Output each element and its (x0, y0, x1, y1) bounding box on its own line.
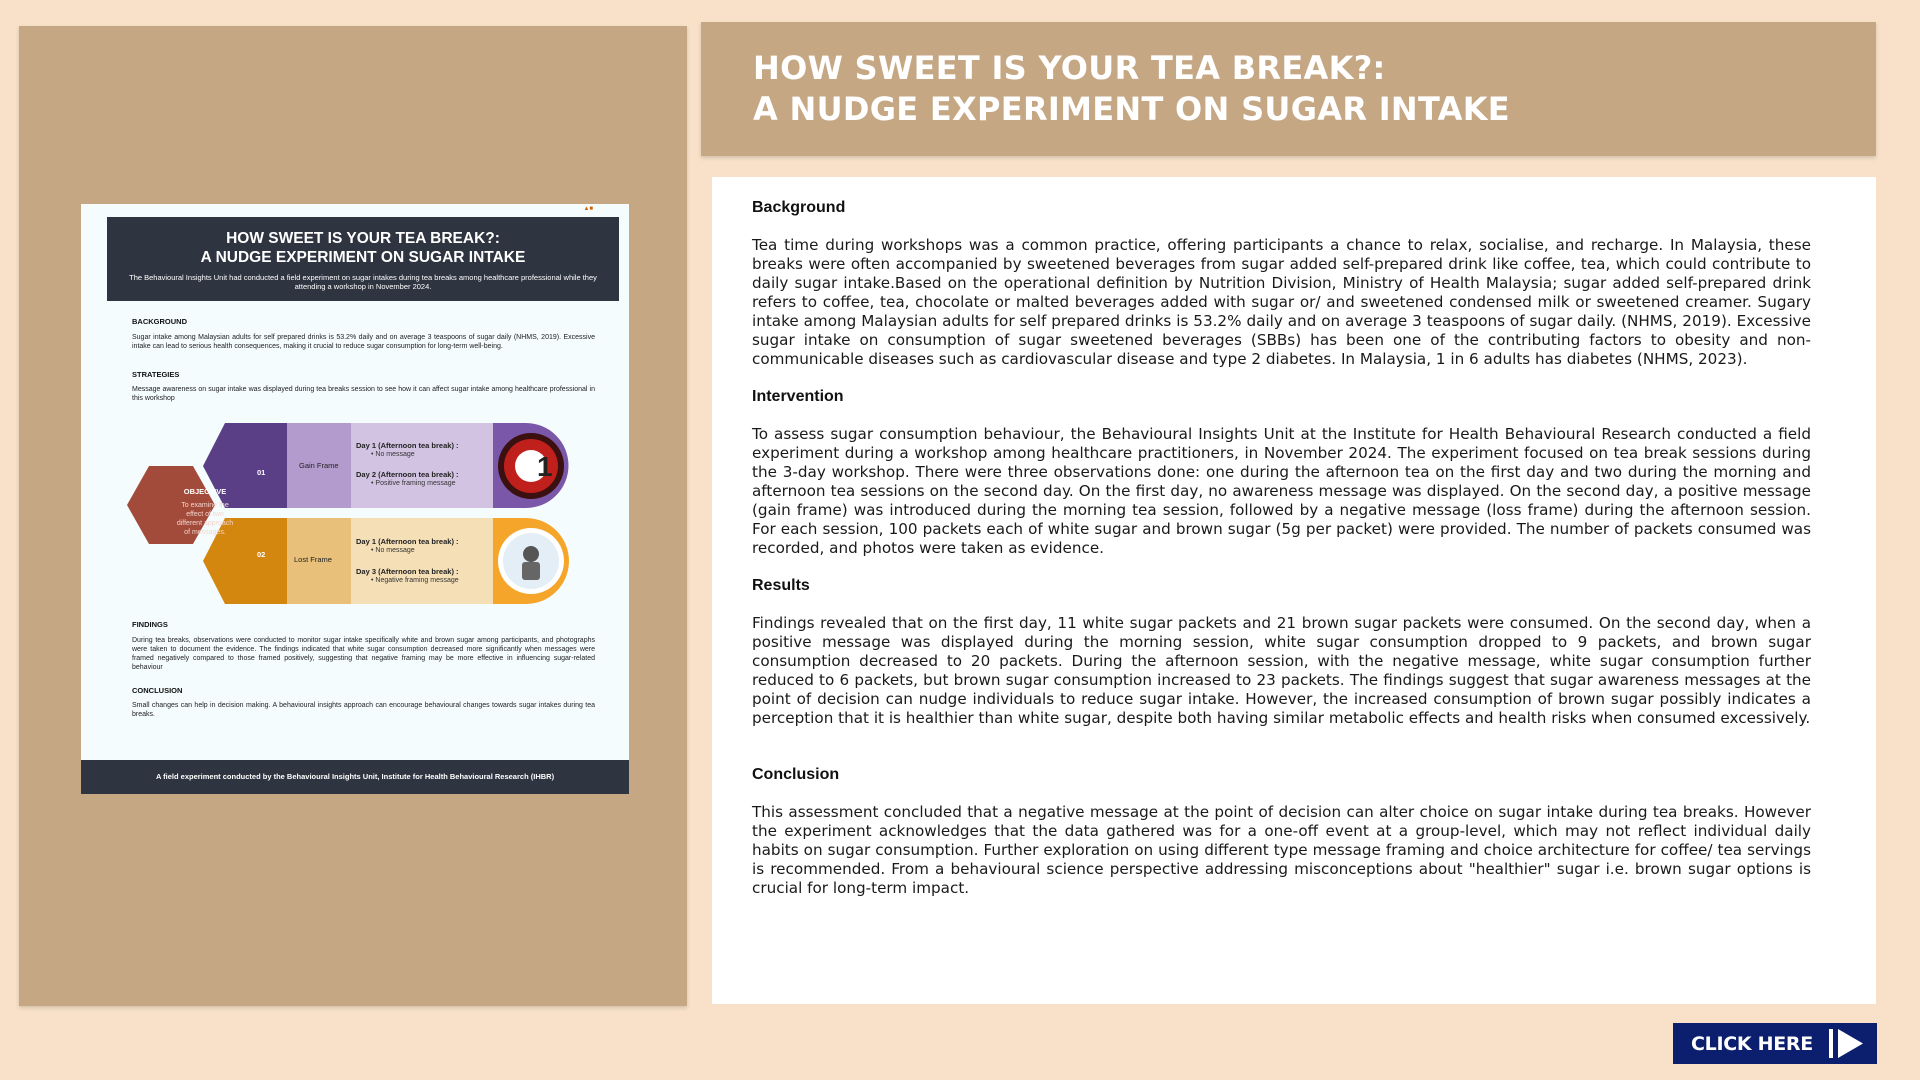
page-title-line1: HOW SWEET IS YOUR TEA BREAK?: (753, 49, 1386, 87)
background-text: Tea time during workshops was a common practice, offering participants a chance to relax, socialise, and recharge. In Malaysia, these breaks were often accompanied by sweetened beverages from sugar added self-prepared drink like coffee, tea, which could contribute to daily sugar intake.Based on the operational definition by Nutrition Division, Ministry of Health Malaysia; sugar added self-prepared drink refers to coffee, tea, chocolate or malted beverages added with sugar or/ and sweetened condensed milk or sweetened creamer. Sugary intake among Malaysian adults for self prepared drinks is 53.2% daily and on average 3 teaspoons of sugar daily. (NHMS, 2019). Excessive sugar intake on consumption of sugar sweetened beverages (SBBs) has been one of the contributing factors to obesity and non-communicable diseases such as cardiovascular disease and type 2 diabetes. In Malaysia, 1 in 6 adults has diabetes (NHMS, 2023). (752, 236, 1811, 368)
poster-conclusion-text: Small changes can help in decision making. A behavioural insights approach can encourage behavioural changes towards sugar intakes during tea breaks. (132, 702, 595, 718)
gain-frame-label: Gain Frame (299, 461, 339, 470)
svg-text:1: 1 (537, 451, 553, 482)
play-arrow-icon (1829, 1029, 1863, 1058)
objective-text: To examine the effect of two different approach of messages. (176, 502, 234, 536)
objective-heading: OBJECTIVE (183, 487, 227, 496)
intervention-text: To assess sugar consumption behaviour, the Behavioural Insights Unit at the Institute for Health Behavioural Research conducted a field experiment during a workshop among healthcare practitioners, in November 2024. The experiment focused on tea break sessions during the 3-day workshop. There were three observations done: one during the afternoon tea on the first day and two during the morning and afternoon tea sessions on the second day. On the first day, no awareness message was displayed. On the second day, a positive message (gain frame) was introduced during the morning tea session, followed by a negative message (loss frame) during the afternoon session. For each session, 100 packets each of white sugar and brown sugar (5g per packet) were provided. The number of packets consumed was recorded, and photos were taken as evidence. (752, 425, 1811, 557)
logos-icon: ▲■ (583, 206, 593, 212)
loss-frame-label: Lost Frame (294, 555, 332, 564)
content-panel (712, 177, 1876, 1004)
intervention-heading: Intervention (752, 388, 844, 405)
poster-background-text: Sugar intake among Malaysian adults for self prepared drinks is 53.2% daily and on average 3 teaspoons of sugar daily (NHMS, 2019). Excessive intake can lead to serious health consequences, making it crucial to reduce sugar consumption for long-term well-being. (132, 334, 595, 350)
gain-day2: Day 2 (Afternoon tea break) : (356, 470, 459, 479)
loss-day2-bullet: • Negative framing message (371, 577, 459, 584)
poster-strategies-heading: STRATEGIES (132, 370, 180, 379)
poster-findings-text: During tea breaks, observations were conducted to monitor sugar intake specifically white and brown sugar among participants, and photographs were taken to document the evidence. The findings indicated that white sugar consumption decreased more significantly when messages were framed negatively compared to those framed positively, suggesting that negative framing may be more effective in influencing sugar-related behaviour (132, 637, 595, 671)
click-here-label: CLICK HERE (1691, 1032, 1813, 1055)
loss-day1: Day 1 (Afternoon tea break) : (356, 537, 459, 546)
results-text: Findings revealed that on the first day, 11 white sugar packets and 21 brown sugar packets were consumed. On the second day, when a positive message was displayed during the morning session, white sugar consumption dropped to 9 packets, and brown sugar consumption decreased to 20 packets. During the afternoon session, with the negative message, white sugar consumption further reduced to 6 packets, but brown sugar consumption increased to 23 packets. The findings suggest that sugar awareness messages at the point of decision can nudge individuals to reduce sugar intake. However, the increased consumption of brown sugar possibly indicates a perception that it is healthier than white sugar, despite both having similar metabolic effects and health risks when consumed excessively. (752, 614, 1811, 727)
title-banner (701, 22, 1876, 156)
results-heading: Results (752, 577, 810, 594)
click-here-button[interactable] (1673, 1023, 1877, 1064)
loss-day2: Day 3 (Afternoon tea break) : (356, 567, 459, 576)
poster-strategies-text: Message awareness on sugar intake was displayed during tea breaks session to see how it can affect sugar intake among healthcare professional in this workshop (132, 386, 595, 402)
poster-background-heading: BACKGROUND (132, 317, 187, 326)
poster-conclusion-heading: CONCLUSION (132, 686, 183, 695)
loss-detail-box (351, 518, 493, 604)
conclusion-heading: Conclusion (752, 766, 840, 783)
loss-number: 02 (257, 550, 266, 559)
gain-day1-bullet: • No message (371, 451, 415, 458)
conclusion-text: This assessment concluded that a negative message at the point of decision can alter choice on sugar intake during tea breaks. However the experiment acknowledges that the data gathered was for a one-off event at a group-level, which may not reflect individual daily habits on sugar consumption. Further exploration on using different type message framing and choice architecture for coffee/ tea servings is recommended. From a behavioural science perspective addressing misconceptions about "healthier" sugar i.e. brown sugar options is crucial for long-term impact. (752, 803, 1811, 897)
gain-number: 01 (257, 468, 266, 477)
background-heading: Background (752, 199, 846, 216)
poster-title-line2: A NUDGE EXPERIMENT ON SUGAR INTAKE (200, 249, 526, 266)
poster-footer: A field experiment conducted by the Behavioural Insights Unit, Institute for Health Behavioural Research (IHBR) (81, 760, 629, 794)
gain-day1: Day 1 (Afternoon tea break) : (356, 441, 459, 450)
poster-title-line1: HOW SWEET IS YOUR TEA BREAK?: (226, 230, 500, 247)
poster-subtitle: The Behavioural Insights Unit had conducted a field experiment on sugar intakes during tea breaks among healthcare professional while they attending a workshop in November 2024. (129, 273, 597, 291)
page-title-line2: A NUDGE EXPERIMENT ON SUGAR INTAKE (753, 90, 1510, 128)
gain-detail-box (351, 423, 493, 508)
poster-findings-heading: FINDINGS (132, 620, 168, 629)
loss-day1-bullet: • No message (371, 547, 415, 554)
gain-day2-bullet: • Positive framing message (371, 480, 456, 487)
poster-thumbnail[interactable] (81, 204, 629, 794)
